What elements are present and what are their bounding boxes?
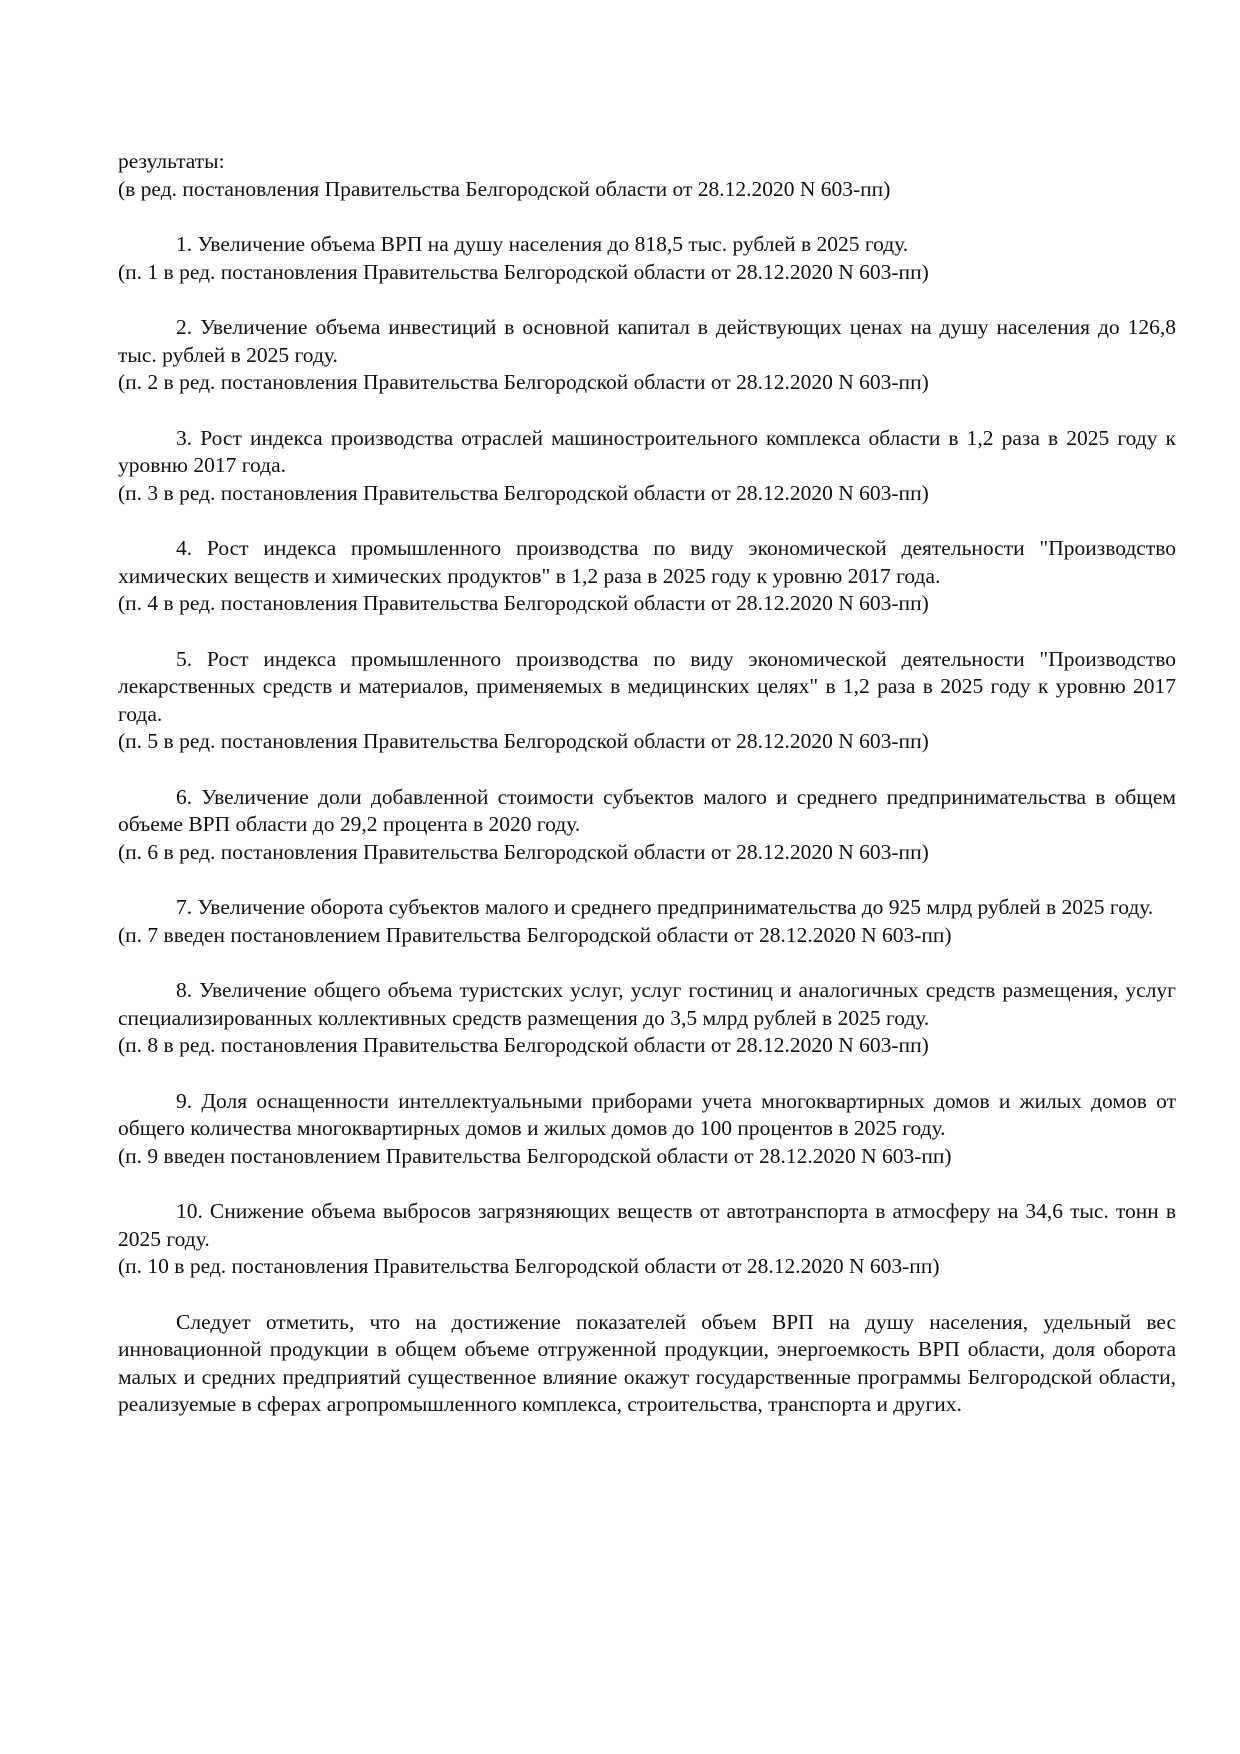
- item-4-text: 4. Рост индекса промышленного производства по виду экономической деятельности "Производство химических веществ и химических продуктов" в 1,2 раза в 2025 году к уровню 2017 года.: [118, 536, 1176, 588]
- item-1-note: (п. 1 в ред. постановления Правительства Белгородской области от 28.12.2020 N 603-пп): [118, 259, 929, 284]
- item-2-text: 2. Увеличение объема инвестиций в основной капитал в действующих ценах на душу населения до 126,8 тыс. рублей в 2025 году.: [118, 315, 1176, 367]
- item-10-note: (п. 10 в ред. постановления Правительства Белгородской области от 28.12.2020 N 603-пп): [118, 1254, 940, 1278]
- item-5-note: (п. 5 в ред. постановления Правительства Белгородской области от 28.12.2020 N 603-пп): [118, 729, 929, 753]
- item-9-text: 9. Доля оснащенности интеллектуальными приборами учета многоквартирных домов и жилых домов от общего количества многоквартирных домов и жилых домов до 100 процентов в 2025 году.: [118, 1088, 1176, 1140]
- item-8-text: 8. Увеличение общего объема туристских услуг, услуг гостиниц и аналогичных средств размещения, услуг специализированных коллективных средств размещения до 3,5 млрд рублей в 2025 году.: [118, 978, 1176, 1030]
- item-5-text: 5. Рост индекса промышленного производства по виду экономической деятельности "Производство лекарственных средств и материалов, применяемых в медицинских целях" в 1,2 раза в 2025 году к уровню 2017 года.: [118, 646, 1176, 726]
- item-3-text: 3. Рост индекса производства отраслей машиностроительного комплекса области в 1,2 раза в 2025 году к уровню 2017 года.: [118, 425, 1176, 477]
- item-9-note: (п. 9 введен постановлением Правительства Белгородской области от 28.12.2020 N 603-пп): [118, 1143, 952, 1168]
- item-7-text: 7. Увеличение оборота субъектов малого и среднего предпринимательства до 925 млрд рублей в 2025 году.: [176, 895, 1154, 919]
- item-3-note: (п. 3 в ред. постановления Правительства Белгородской области от 28.12.2020 N 603-пп): [118, 480, 929, 505]
- item-10-text: 10. Снижение объема выбросов загрязняющих веществ от автотранспорта в атмосферу на 34,6 тыс. тонн в 2025 году.: [118, 1199, 1176, 1251]
- item-4-note: (п. 4 в ред. постановления Правительства Белгородской области от 28.12.2020 N 603-пп): [118, 591, 929, 615]
- document-page: [118, 148, 1176, 1419]
- item-2-note: (п. 2 в ред. постановления Правительства Белгородской области от 28.12.2020 N 603-пп): [118, 370, 929, 394]
- intro-amendment-note: (в ред. постановления Правительства Белгородской области от 28.12.2020 N 603-пп): [118, 176, 891, 201]
- conclusion-paragraph: Следует отметить, что на достижение показателей объем ВРП на душу населения, удельный вес инновационной продукции в общем объеме отгруженной продукции, энергоемкость ВРП области, доля оборота малых и средних предприятий существенное влияние окажут государственные программы Белгородской области, реализуемые в сферах агропромышленного комплекса, строительства, транспорта и других.: [118, 1309, 1176, 1416]
- item-1-text: 1. Увеличение объема ВРП на душу населения до 818,5 тыс. рублей в 2025 году.: [176, 232, 909, 256]
- item-6-text: 6. Увеличение доли добавленной стоимости субъектов малого и среднего предпринимательства в общем объеме ВРП области до 29,2 процента в 2020 году.: [118, 784, 1176, 836]
- item-7-note: (п. 7 введен постановлением Правительства Белгородской области от 28.12.2020 N 603-пп): [118, 922, 952, 947]
- intro-heading: результаты:: [118, 149, 225, 173]
- item-8-note: (п. 8 в ред. постановления Правительства Белгородской области от 28.12.2020 N 603-пп): [118, 1033, 929, 1057]
- item-6-note: (п. 6 в ред. постановления Правительства Белгородской области от 28.12.2020 N 603-пп): [118, 839, 929, 864]
